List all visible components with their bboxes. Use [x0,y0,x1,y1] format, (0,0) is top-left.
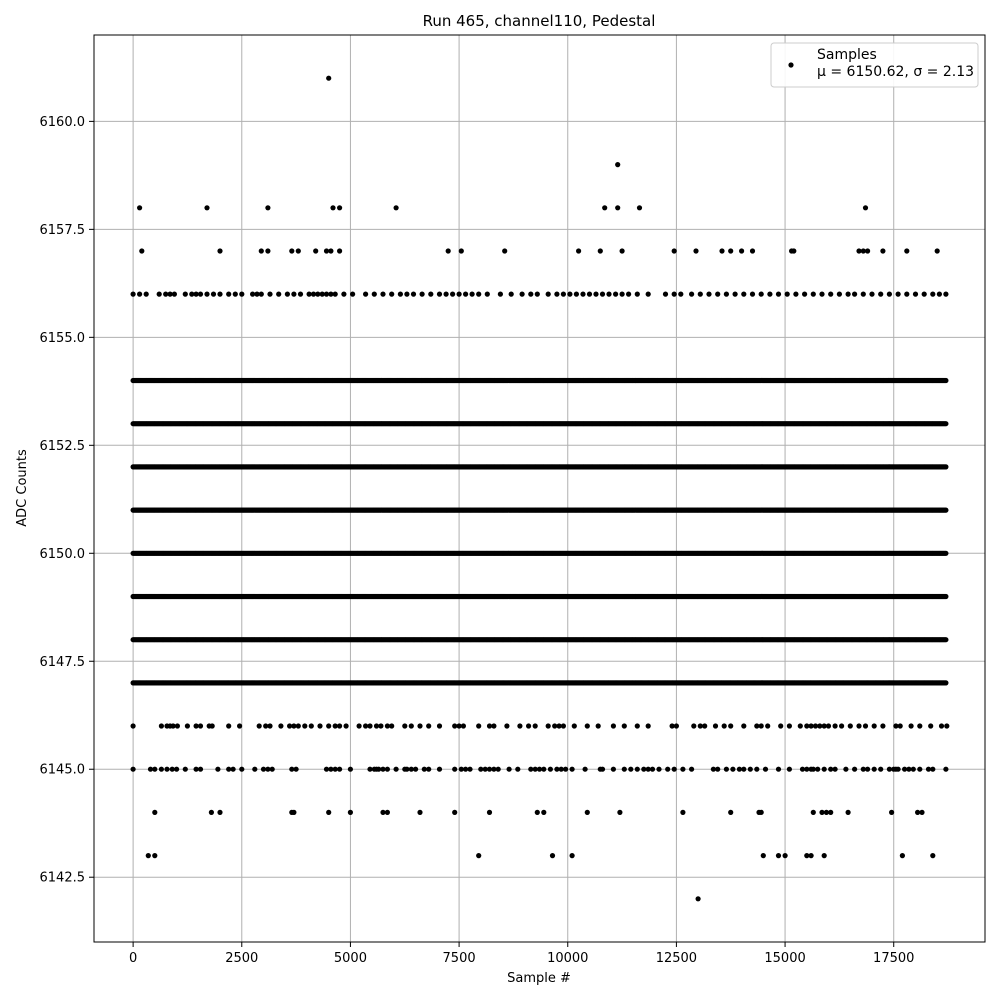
data-point [943,508,948,513]
data-point [943,464,948,469]
data-point [943,551,948,556]
chart-title: Run 465, channel110, Pedestal [422,12,656,30]
data-point [943,637,948,642]
data-point [943,594,948,599]
grid-layer [94,35,985,942]
data-point [943,680,948,685]
data-points [131,76,950,902]
